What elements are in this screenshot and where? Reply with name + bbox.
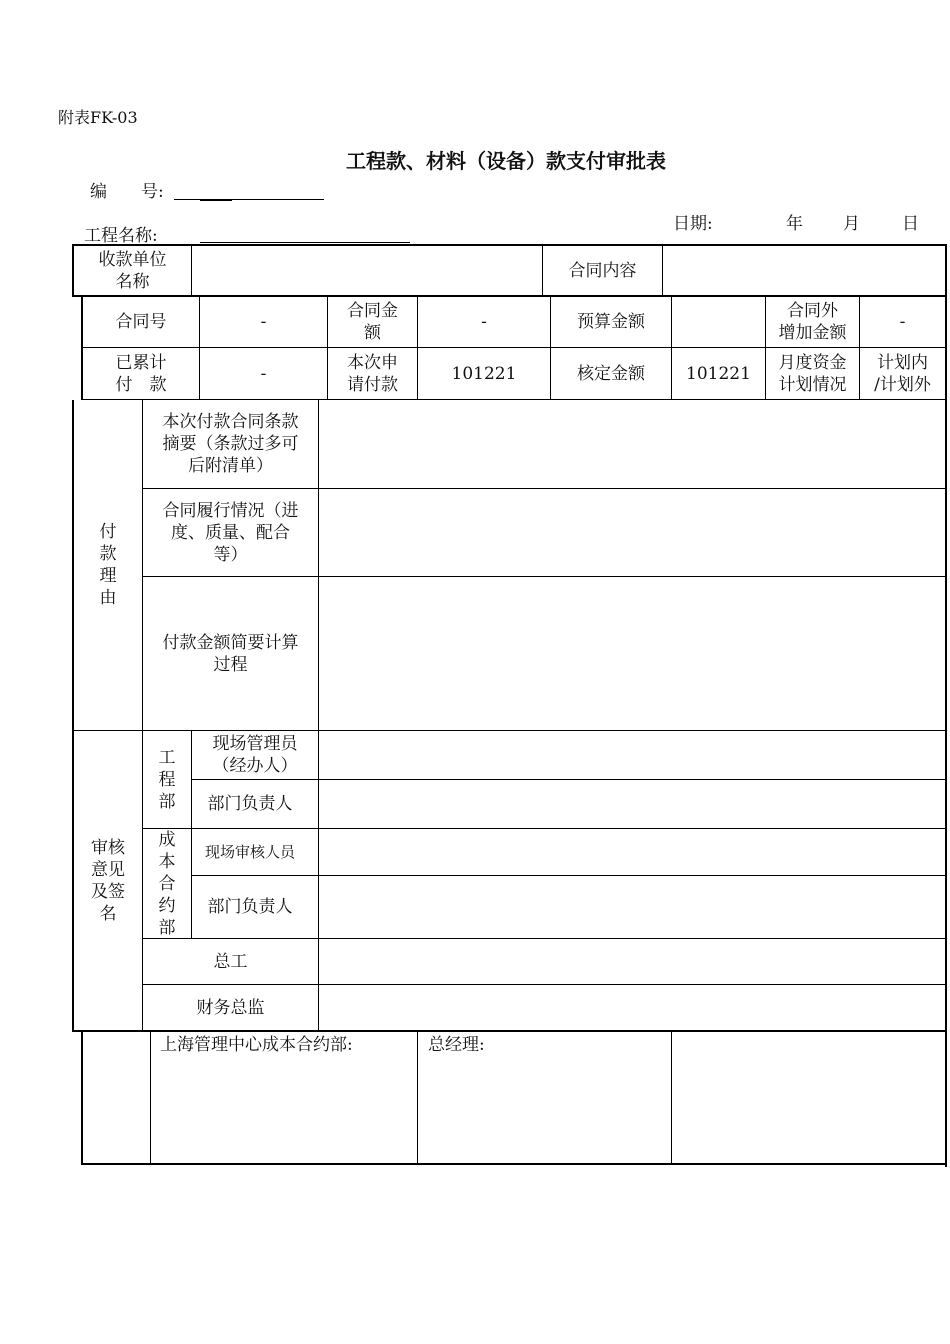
reason-group-label: 付 款 理 由 — [99, 522, 117, 608]
grid-line — [81, 1031, 83, 1165]
reason-performance-label: 合同履行情况（进 度、质量、配合 等） — [162, 500, 299, 565]
finance-director-label: 财务总监 — [196, 997, 265, 1018]
payee-label: 收款单位 名称 — [98, 249, 167, 292]
date-year: 年 — [786, 214, 803, 234]
project-field[interactable] — [200, 242, 410, 243]
grid-line — [945, 244, 947, 1167]
shanghai-cost-signature[interactable] — [151, 1062, 417, 1162]
approved-amount-label: 核定金额 — [577, 363, 645, 384]
cost-dept-label: 成 本 合 约 部 — [158, 829, 176, 938]
monthly-plan-label: 月度资金 计划情况 — [778, 352, 847, 395]
reason-calc-label: 付款金额简要计算 过程 — [162, 632, 299, 675]
this-request-field[interactable]: 101221 — [451, 363, 517, 384]
engineering-dept-label: 工 程 部 — [158, 747, 176, 812]
general-manager-label: 总经理: — [428, 1035, 485, 1055]
chief-engineer-label: 总工 — [213, 951, 248, 972]
approved-amount-field[interactable]: 101221 — [686, 363, 751, 384]
paid-total-field[interactable]: - — [260, 363, 267, 384]
serial-label: 编 号: — [90, 182, 164, 202]
contract-amount-label: 合同金 额 — [347, 301, 398, 343]
reason-performance-field[interactable] — [319, 489, 945, 576]
site-reviewer-signature[interactable] — [319, 829, 945, 875]
grid-line — [81, 1163, 946, 1165]
contract-no-field[interactable]: - — [260, 312, 267, 332]
chief-engineer-signature[interactable] — [319, 939, 945, 984]
site-manager-signature[interactable] — [319, 731, 945, 779]
serial-field[interactable] — [174, 199, 324, 200]
budget-amount-field[interactable] — [672, 297, 765, 347]
shanghai-cost-label: 上海管理中心成本合约部: — [160, 1035, 353, 1055]
extra-amount-field[interactable]: - — [899, 312, 906, 332]
date-label: 日期: — [673, 214, 713, 234]
budget-amount-label: 预算金额 — [577, 312, 645, 332]
eng-dept-head-label: 部门负责人 — [207, 794, 293, 814]
extra-amount-label: 合同外 增加金额 — [778, 301, 847, 343]
paid-total-label: 已累计 付 款 — [115, 352, 167, 395]
project-label: 工程名称: — [84, 226, 158, 246]
monthly-plan-field[interactable]: 计划内 /计划外 — [874, 352, 931, 395]
cost-dept-head-signature[interactable] — [319, 876, 945, 938]
site-reviewer-label: 现场审核人员 — [204, 843, 295, 861]
reason-terms-field[interactable] — [319, 400, 945, 488]
contract-content-label: 合同内容 — [568, 260, 637, 281]
contract-no-label: 合同号 — [115, 312, 167, 332]
finance-director-signature[interactable] — [319, 985, 945, 1030]
date-month: 月 — [843, 214, 860, 234]
general-manager-signature[interactable] — [418, 1062, 671, 1162]
contract-content-field[interactable] — [663, 246, 945, 295]
review-group-label: 审核 意见 及签 名 — [91, 837, 125, 924]
reason-calc-field[interactable] — [319, 577, 945, 730]
eng-dept-head-signature[interactable] — [319, 780, 945, 828]
site-manager-label: 现场管理员 （经办人） — [212, 734, 298, 776]
date-day: 日 — [902, 214, 919, 234]
serial-field-mark — [200, 200, 232, 201]
this-request-label: 本次申 请付款 — [347, 352, 398, 395]
reason-terms-label: 本次付款合同条款 摘要（条款过多可 后附清单） — [162, 412, 299, 476]
cost-dept-head-label: 部门负责人 — [207, 897, 293, 917]
form-code: 附表FK-03 — [58, 108, 138, 127]
page-title: 工程款、材料（设备）款支付审批表 — [346, 149, 666, 173]
contract-amount-field[interactable]: - — [481, 312, 487, 332]
extra-signature-area[interactable] — [672, 1032, 945, 1162]
payee-field[interactable] — [192, 246, 542, 295]
